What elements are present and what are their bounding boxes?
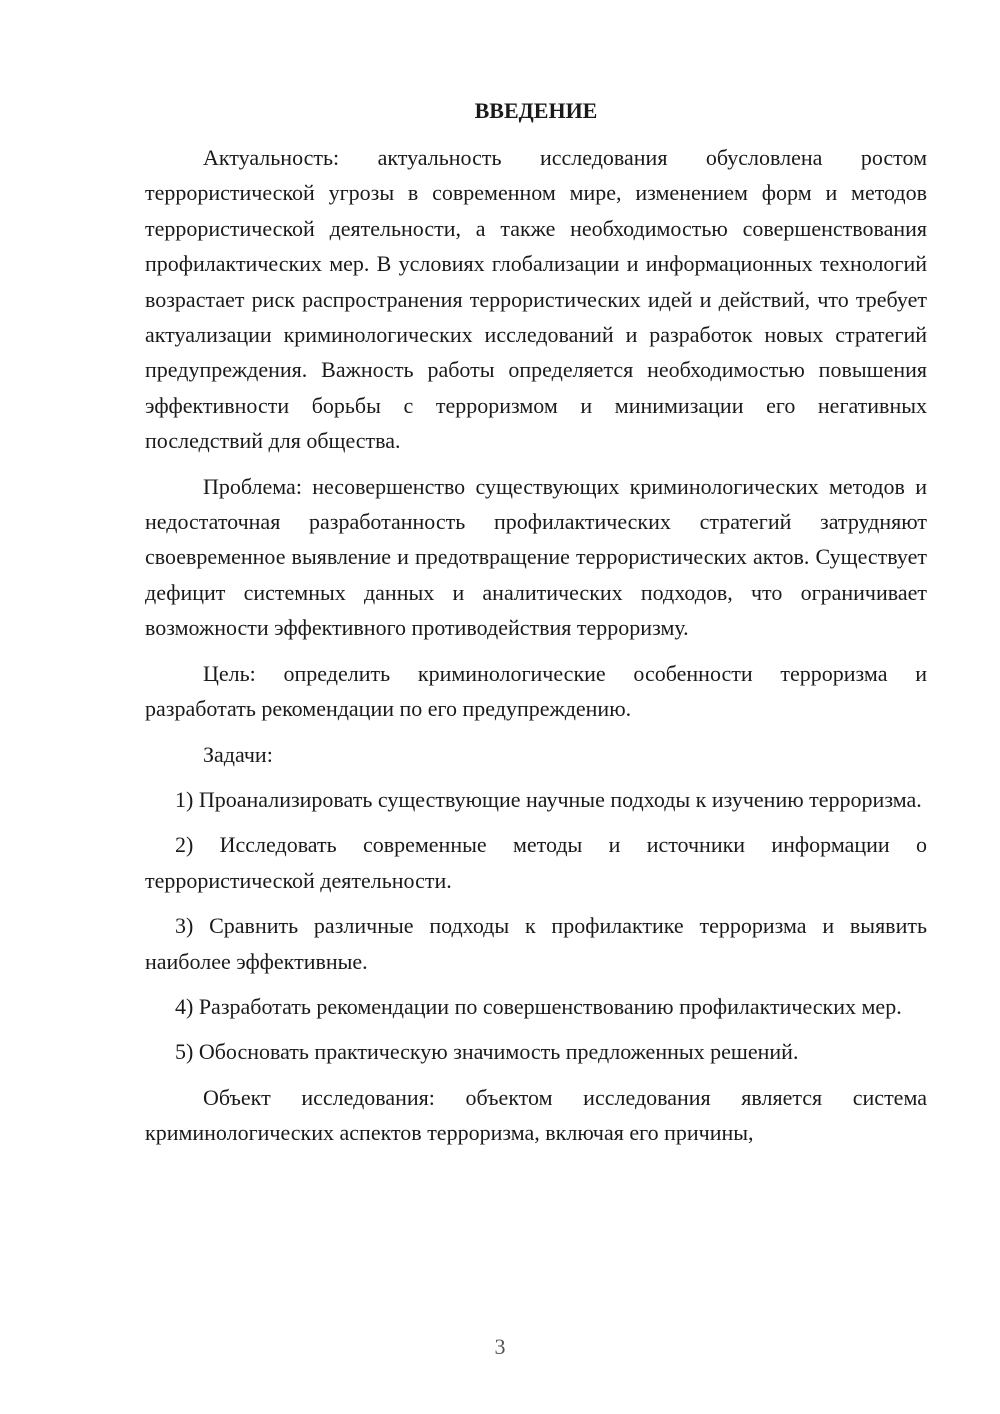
goal-paragraph: Цель: определить криминологические особенности терроризма и разработать рекомендации по его предупреждению. bbox=[145, 660, 927, 722]
task-item-3: 3) Сравнить различные подходы к профилактике терроризма и выявить наиболее эффективные. bbox=[145, 913, 927, 974]
task-item-4: 4) Разработать рекомендации по совершенствованию профилактических мер. bbox=[175, 993, 902, 1019]
page-content bbox=[145, 96, 927, 1151]
object-paragraph: Объект исследования: объектом исследования является система криминологических аспектов терроризма, включая его причины, bbox=[145, 1084, 927, 1146]
task-item-5: 5) Обосновать практическую значимость предложенных решений. bbox=[175, 1039, 799, 1065]
relevance-paragraph: Актуальность: актуальность исследования обусловлена ростом террористической угрозы в современном мире, изменением форм и методов террористической деятельности, а также необходимостью совершенствования профилактических мер. В условиях глобализации и информационных технологий возрастает риск распространения террористических идей и действий, что требует актуализации криминологических исследований и разработок новых стратегий предупреждения. Важность работы определяется необходимостью повышения эффективности борьбы с терроризмом и минимизации его негативных последствий для общества. bbox=[145, 145, 927, 454]
tasks-heading: Задачи: bbox=[203, 741, 273, 767]
page-number: 3 bbox=[494, 1334, 506, 1359]
task-item-2: 2) Исследовать современные методы и источники информации о террористической деятельности. bbox=[145, 832, 927, 893]
section-title: ВВЕДЕНИЕ bbox=[474, 98, 598, 123]
task-item-1: 1) Проанализировать существующие научные подходы к изучению терроризма. bbox=[175, 786, 922, 812]
problem-paragraph: Проблема: несовершенство существующих криминологических методов и недостаточная разработанность профилактических стратегий затрудняют своевременное выявление и предотвращение террористических актов. Существует дефицит системных данных и аналитических подходов, что ограничивает возможности эффективного противодействия терроризму. bbox=[145, 473, 927, 641]
